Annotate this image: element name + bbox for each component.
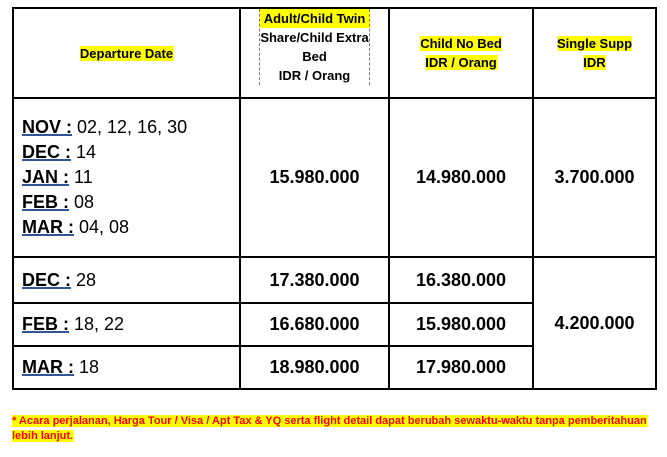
departure-dates-cell <box>13 303 240 346</box>
adult-header-line-4: IDR / Orang <box>278 68 351 83</box>
child-no-bed-price-cell: 16.380.000 <box>389 257 533 303</box>
date-line <box>22 140 239 165</box>
adult-header-line-2: Share/Child Extra <box>260 30 369 45</box>
date-line <box>22 165 239 190</box>
days-label: 14 <box>71 142 97 162</box>
month-label: DEC : <box>22 269 71 290</box>
days-label: 18 <box>74 357 100 377</box>
child-no-bed-price-cell: 14.980.000 <box>389 98 533 257</box>
month-label: MAR : <box>22 357 74 377</box>
days-label: 11 <box>69 167 93 187</box>
month-label: DEC : <box>22 142 71 162</box>
table-row <box>13 257 656 303</box>
month-label: JAN : <box>22 167 70 187</box>
adult-price-cell: 16.680.000 <box>240 303 389 346</box>
adult-header-line-3: Bed <box>302 49 327 64</box>
date-line <box>22 312 239 337</box>
child-no-bed-price-cell: 17.980.000 <box>389 346 533 389</box>
departure-dates-cell <box>13 98 240 257</box>
child-no-bed-header-line-2: IDR / Orang <box>425 55 497 70</box>
month-label: FEB : <box>22 314 69 334</box>
child-no-bed-header <box>389 8 533 98</box>
days-label: 18, 22 <box>69 314 125 334</box>
adult-header-line-1: Adult/Child Twin <box>260 9 368 28</box>
single-supp-header <box>533 8 656 98</box>
adult-price-cell: 17.380.000 <box>240 257 389 303</box>
month-label: FEB : <box>22 192 69 212</box>
month-label: NOV : <box>22 117 73 137</box>
days-label: 28 <box>71 269 97 290</box>
date-line <box>22 190 239 215</box>
single-supp-header-line-2: IDR <box>583 55 606 70</box>
child-no-bed-header-line-1: Child No Bed <box>420 36 502 51</box>
single-supp-price-cell: 3.700.000 <box>533 98 656 257</box>
date-line <box>22 268 239 293</box>
departure-date-header <box>13 8 240 98</box>
header-row <box>13 8 656 98</box>
price-table <box>12 7 657 390</box>
child-no-bed-price-cell: 15.980.000 <box>389 303 533 346</box>
date-line <box>22 115 239 140</box>
date-line <box>22 355 239 380</box>
days-label: 08 <box>69 192 95 212</box>
single-supp-header-line-1: Single Supp <box>556 36 633 51</box>
adult-price-cell: 15.980.000 <box>240 98 389 257</box>
departure-dates-cell <box>13 346 240 389</box>
table-row <box>13 98 656 257</box>
departure-dates-cell <box>13 257 240 303</box>
month-label: MAR : <box>22 217 74 237</box>
adult-header-text <box>259 9 369 85</box>
single-supp-price-cell: 4.200.000 <box>533 257 656 389</box>
disclaimer-text: * Acara perjalanan, Harga Tour / Visa / Apt Tax & YQ serta flight detail dapat berubah sewaktu-waktu tanpa pemberitahuan lebih lanjut. <box>12 415 647 442</box>
adult-price-cell: 18.980.000 <box>240 346 389 389</box>
disclaimer-note <box>12 414 652 444</box>
departure-date-label: Departure Date <box>79 45 174 61</box>
days-label: 04, 08 <box>74 217 130 237</box>
days-label: 02, 12, 16, 30 <box>72 117 188 137</box>
date-line <box>22 215 239 240</box>
adult-price-header <box>240 8 389 98</box>
